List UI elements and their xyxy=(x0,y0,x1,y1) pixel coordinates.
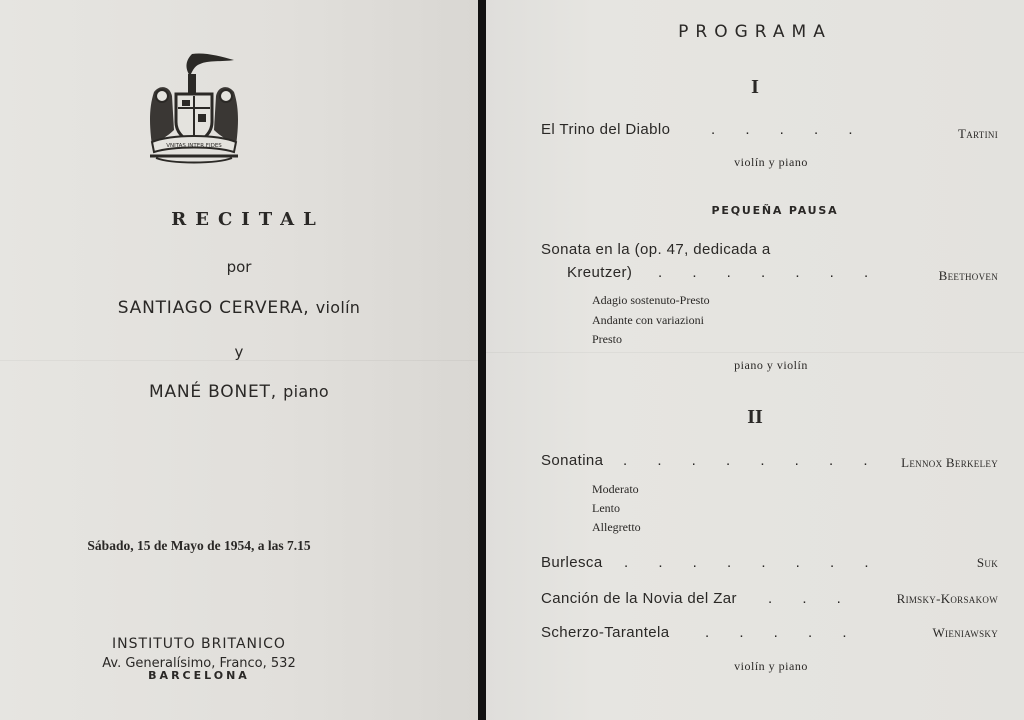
instrumentation: violín y piano xyxy=(734,659,808,673)
leader-dots: . . . . . xyxy=(705,624,860,641)
leader-dots: . . . . . . . . xyxy=(624,554,882,571)
work-title: Sonatina xyxy=(541,452,604,469)
intermission-label: PEQUEÑA PAUSA xyxy=(711,204,839,217)
movement: Adagio sostenuto-Presto xyxy=(592,293,710,307)
institution-name: INSTITUTO BRITANICO xyxy=(112,636,286,652)
part-two-heading: II xyxy=(747,406,763,428)
performer-piano xyxy=(0,382,478,402)
work-title: Canción de la Novia del Zar xyxy=(541,590,737,607)
performer2-role: piano xyxy=(283,382,329,401)
work-composer: Tartini xyxy=(958,126,998,141)
institution-city: BARCELONA xyxy=(148,669,250,682)
conjunction: y xyxy=(234,343,244,361)
leader-dots: . . . xyxy=(768,590,854,607)
work-title: Scherzo-Tarantela xyxy=(541,624,670,641)
instrumentation: violín y piano xyxy=(734,155,808,169)
leader-dots: . . . . . . . xyxy=(658,264,882,281)
program-listing-page xyxy=(486,0,1024,720)
work-title: El Trino del Diablo xyxy=(541,121,671,138)
movement: Moderato xyxy=(592,482,639,496)
work-composer: Lennox Berkeley xyxy=(901,455,998,470)
crest-motto: VNITAS INTER FIDES xyxy=(166,143,222,149)
work-composer: Wieniawsky xyxy=(932,625,998,640)
recital-title: RECITAL xyxy=(171,209,325,230)
paper-fold xyxy=(486,352,1024,353)
movement: Allegretto xyxy=(592,520,641,534)
british-council-crest-icon xyxy=(142,50,246,166)
event-date: Sábado, 15 de Mayo de 1954, a las 7.15 xyxy=(87,538,311,553)
work-title: Sonata en la (op. 47, dedicada a xyxy=(541,241,771,258)
performer-violin xyxy=(0,298,478,318)
work-composer: Beethoven xyxy=(938,268,998,283)
movement: Andante con variazioni xyxy=(592,313,704,327)
performer1-name: SANTIAGO CERVERA, xyxy=(117,298,310,318)
part-one-heading: I xyxy=(751,76,759,98)
work-title: Burlesca xyxy=(541,554,603,571)
performer2-name: MANÉ BONET, xyxy=(148,382,277,402)
movement: Presto xyxy=(592,332,622,346)
work-title-continued: Kreutzer) xyxy=(567,264,633,281)
leader-dots: . . . . . xyxy=(711,121,866,138)
movement: Lento xyxy=(592,501,620,515)
work-composer: Rimsky-Korsakow xyxy=(896,591,998,606)
leader-dots: . . . . . . . . xyxy=(623,452,881,469)
institution-address: Av. Generalísimo, Franco, 532 xyxy=(102,656,296,671)
programa-heading: PROGRAMA xyxy=(678,22,832,42)
work-composer: Suk xyxy=(976,555,998,570)
por-label: por xyxy=(226,258,252,276)
program-cover-page xyxy=(0,0,478,720)
performer1-role: violín xyxy=(315,298,361,317)
instrumentation: piano y violín xyxy=(734,358,808,372)
